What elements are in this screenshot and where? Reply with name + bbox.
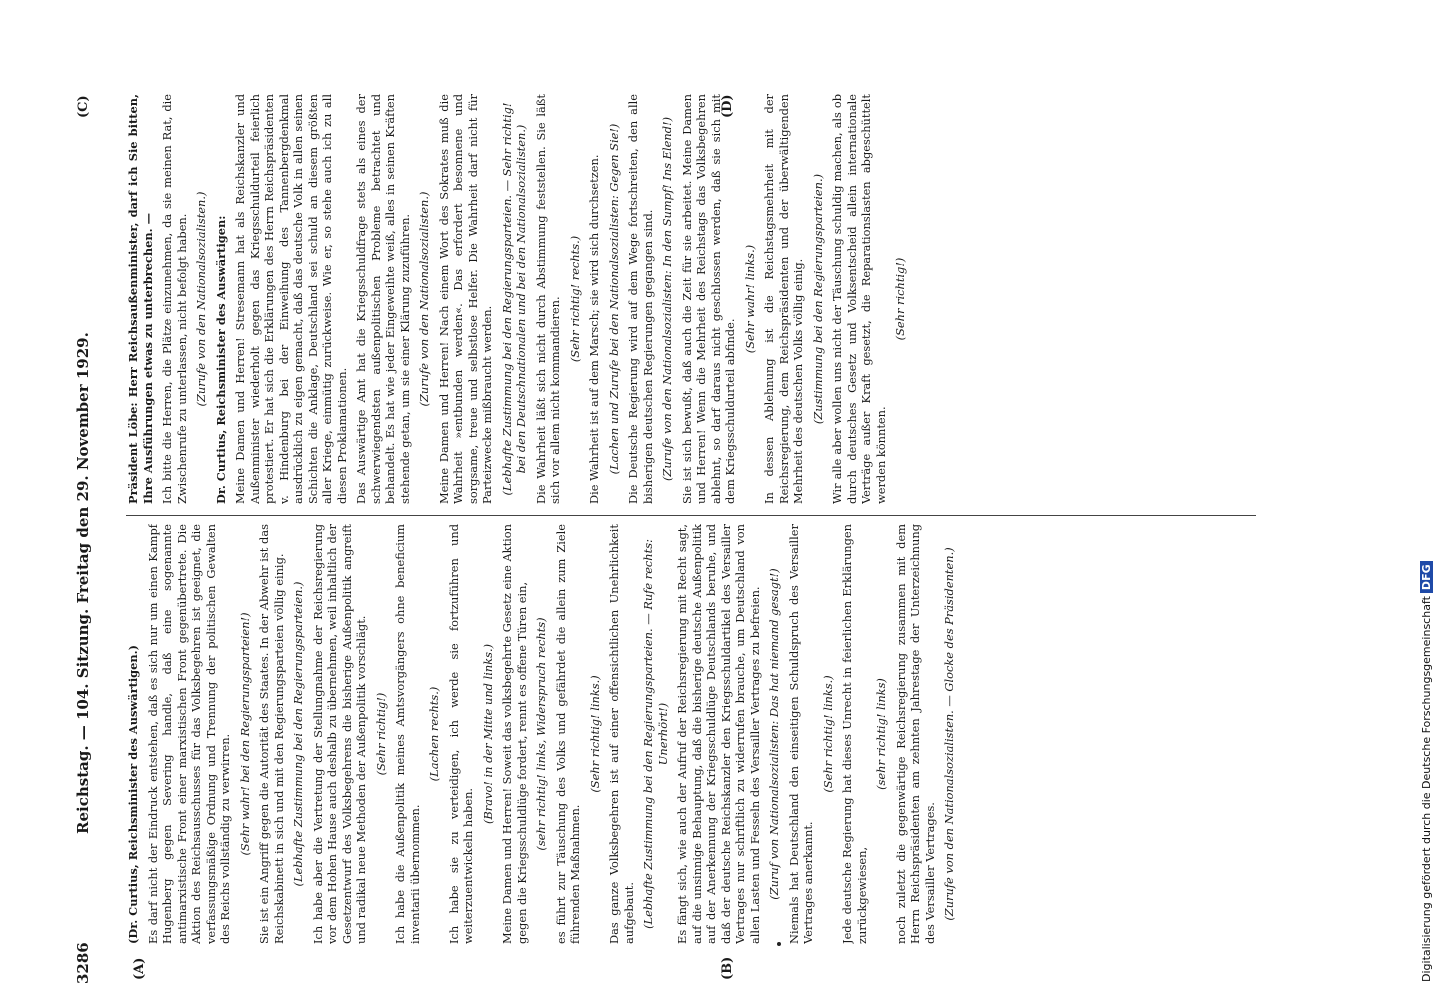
page-title: Reichstag. — 104. Sitzung. Freitag den 29. November 1929.	[74, 332, 92, 834]
interjection: (Zurufe von den Nationalsozialisten.)	[417, 191, 431, 407]
interjection: (Zurufe von den Nationalsozialisten: In den Sumpf! Ins Elend!)	[660, 116, 674, 482]
interjection: (Lachen und Zurufe bei den Nationalsozialisten: Gegen Sie!)	[606, 123, 621, 475]
interjection: (Lachen rechts.)	[427, 686, 441, 782]
page-header	[70, 84, 110, 984]
column-divider	[126, 515, 1256, 516]
interjection: (Sehr wahr! links.)	[742, 244, 757, 354]
interjection: (Lebhafte Zustimmung bei den Regierungsparteien.)	[291, 581, 305, 887]
paragraph: es führt zur Täuschung des Volks und gefährdet die allein zum Ziele führenden Maßnahmen.	[553, 524, 582, 944]
paragraph: Ich habe die Außenpolitik meines Amtsvorgängers ohne beneficium inventarii übernommen.	[393, 524, 422, 944]
margin-mark-b: (B)	[720, 956, 735, 980]
interjection: (Sehr richtig! links.)	[820, 675, 835, 793]
paragraph: Meine Damen und Herren! Nach einem Wort des Sokrates muß die Wahrheit »entbunden werden«. Das erfordert besonnene und sorgsame, treue und selbstlose Helfer. Die Wahrheit darf nicht für Parteizwecke mißbraucht werden.	[436, 94, 494, 504]
paragraph: Es fängt sich, wie auch der Aufruf der Reichsregierung mit Recht sagt, auf die unsinnige Behauptung, daß die bisherige deutsche Außenpolitik auf der Anerkennung der Kriegsschuldlüge Deutschlands beruhe, und daß der deutsche Reichskanzler den Kriegsschuldartikel des Versailler Vertrages nur schriftlich zu widerrufen brauche, um Deutschland von allen Lasten und Fesseln des Versailler Vertrages zu befreien.	[675, 524, 762, 944]
interjection: (Bravo! in der Mitte und links.)	[480, 643, 495, 825]
paragraph: Ich habe aber die Vertretung der Stellungnahme der Reichsregierung vor dem Hohen Hause auch deshalb zu übernehmen, weil inhaltlich der Gesetzentwurf des Volksbegehrens die bisherige Außenpolitik angreift und radikal neue Methoden der Außenpolitik vorschlägt.	[310, 524, 368, 944]
paragraph: Die Deutsche Regierung wird auf dem Wege fortschreiten, den alle bisherigen deutschen Regierungen gegangen sind.	[626, 94, 655, 504]
right-text-column	[126, 94, 1306, 504]
paragraph: Meine Damen und Herren! Stresemann hat als Reichskanzler und Außenminister wiederholt gegen das Kriegsschuldurteil feierlich protestiert. Er hat sich die Erklärungen des Herrn Reichspräsidenten v. Hindenburg bei der Einweihung des Tannenbergdenkmal ausdrücklich zu eigen gemacht, daß das deutsche Volk in allen seinen Schichten die Anklage, Deutschland sei schuld an diesem größten aller Kriege, einmütig zurückweise. Wie er, so stehe auch ich zu all diesen Proklamationen.	[233, 94, 349, 504]
left-text-column	[126, 524, 1306, 944]
paragraph: In dessen Ablehnung ist die Reichstagsmehrheit mit der Reichsregierung, dem Reichspräsidenten und der überwältigenden Mehrheit des deutschen Volks völlig einig.	[762, 94, 805, 504]
paragraph: Wir alle aber wollen uns nicht der Täuschung schuldig machen, als ob durch deutsches Gesetz und Volksentscheid allein internationale Verträge außer Kraft gesetzt, die Reparationslasten abgeschüttelt werden könnten.	[830, 94, 888, 504]
interjection: (Sehr richtig! links.)	[587, 675, 602, 793]
margin-mark-a: (A)	[132, 957, 147, 980]
page-number: 3286	[74, 942, 92, 984]
interjection: (Lebhafte Zustimmung bei den Regierungsparteien. — Rufe rechts: Unerhört!)	[641, 539, 670, 929]
interjection: (sehr richtig! links, Widerspruch rechts)	[534, 617, 548, 851]
paragraph: Sie ist sich bewußt, daß auch die Zeit für sie arbeitet. Meine Damen und Herren! Wenn die Mehrheit des Reichstags das Volksbegehren ablehnt, so darf daraus nicht geschlossen werden, daß sie sich mit dem Kriegsschuldurteil abfinde.	[679, 94, 737, 504]
paragraph: Sie ist ein Angriff gegen die Autorität des Staates. In der Abwehr ist das Reichskabinett in sich und mit den Regierungsparteien völlig einig.	[257, 524, 286, 944]
paragraph: noch zuletzt die gegenwärtige Reichsregierung zusammen mit dem Herrn Reichspräsidenten am zehnten Jahrestage der Unterzeichnung des Versailler Vertrages.	[893, 524, 937, 944]
interjection: (Sehr richtig!)	[373, 692, 388, 776]
paragraph: Das ganze Volksbegehren ist auf einer offensichtlichen Unehrlichkeit aufgebaut.	[607, 524, 636, 944]
interjection: (sehr richtig! links)	[874, 678, 888, 790]
paragraph: Niemals hat Deutschland den einseitigen Schuldspruch des Versailler Vertrages anerkannt.	[786, 524, 815, 944]
interjection: (Zuruf von Nationalsozialisten: Das hat niemand gesagt!)	[767, 568, 781, 900]
rotated-document-page	[70, 84, 1320, 984]
speaker-line: (Dr. Curtius, Reichsminister des Auswärtigen.)	[126, 644, 140, 944]
interjection: (Lebhafte Zustimmung bei den Regierungsparteien. — Sehr richtig! bei den Deutschnationalen und bei den Nationalsozialisten.)	[499, 102, 528, 496]
scan-speck	[777, 942, 781, 946]
speaker-line: Dr. Curtius, Reichsminister des Auswärtigen:	[213, 215, 228, 504]
speaker-line: Präsident Löbe: Herr Reichsaußenminister, darf ich Sie bitten, Ihre Ausführungen etwas zu unterbrechen. —	[126, 94, 155, 504]
paragraph: Die Wahrheit ist auf dem Marsch; sie wird sich durchsetzen.	[587, 154, 601, 504]
paragraph: Jede deutsche Regierung hat dieses Unrecht in feierlichen Erklärungen zurückgewiesen,	[840, 524, 869, 944]
interjection: (Zurufe von den Nationalsozialisten. — Glocke des Präsidenten.)	[942, 547, 956, 921]
paragraph: Ich bitte die Herren, die Plätze einzunehmen, da sie meinen Rat, die Zwischenrufe zu unterlassen, nicht befolgt haben.	[160, 94, 189, 504]
paragraph: Es darf nicht der Eindruck entstehen, daß es sich nur um einen Kampf Hugenberg gegen Severing handle, daß eine sogenannte antimarxistische Front einer marxistischen Front gegenübertrete. Die Aktion des Reichsausschusses für das Volksbegehren ist geeignet, die verfassungsmäßige Ordnung und Trennung der politischen Gewalten des Reichs vollständig zu verwirren.	[145, 524, 232, 944]
paragraph: Das Auswärtige Amt hat die Kriegsschuldfrage stets als eines der schwerwiegendsten außenpolitischen Probleme betrachtet und behandelt. Es hat wie jeder Eingeweihte weiß, alles in seinen Kräften stehende getan, um sie einer Klärung zuzuführen.	[354, 94, 412, 504]
dfg-logo: DFG	[1420, 561, 1433, 593]
interjection: (Sehr richtig! rechts.)	[567, 235, 582, 363]
margin-mark-c: (C)	[76, 95, 91, 118]
interjection: (Zustimmung bei den Regierungsparteien.)	[810, 173, 825, 425]
margin-mark-d: (D)	[720, 94, 735, 118]
interjection: (Sehr wahr! bei den Regierungsparteien!)	[237, 612, 252, 856]
paragraph: Meine Damen und Herren! Soweit das volksbegehrte Gesetz eine Aktion gegen die Kriegsschuldlüge fordert, rennt es offene Türen ein,	[500, 524, 529, 944]
paragraph: Die Wahrheit läßt sich nicht durch Abstimmung feststellen. Sie läßt sich vor allem nicht kommandieren.	[533, 94, 562, 504]
digitization-note-text: Digitalisierung gefördert durch die Deutsche Forschungsgemeinschaft	[1420, 596, 1433, 982]
interjection: (Sehr richtig!)	[893, 257, 907, 341]
digitization-note	[1420, 561, 1433, 982]
interjection: (Zurufe von den Nationalsozialisten.)	[194, 191, 208, 407]
paragraph: Ich habe sie zu verteidigen, ich werde sie fortzuführen und weiterzuentwickeln haben.	[446, 524, 475, 944]
